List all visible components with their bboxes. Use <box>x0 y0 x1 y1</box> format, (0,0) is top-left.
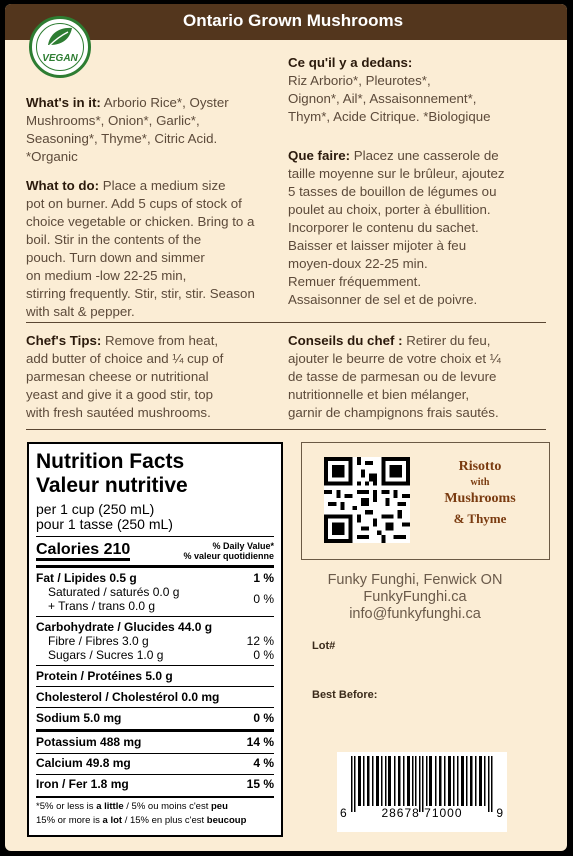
ingredients-en <box>26 94 276 166</box>
nutrient-dv: 0 % <box>253 648 274 662</box>
directions-en-line: boil. Stir in the contents of the <box>26 232 202 247</box>
chef-tips-en-line: parmesan cheese or nutritional <box>26 369 209 384</box>
nutrient-label: Iron / Fer 1.8 mg <box>36 777 129 791</box>
footnote-emphasis: beucoup <box>206 815 247 826</box>
directions-fr-line: Baisser et laisser mijoter à feu <box>288 238 467 253</box>
leaf-icon <box>46 25 74 49</box>
footnote-emphasis: peu <box>211 801 228 812</box>
vegan-badge <box>29 16 91 78</box>
directions-fr-line: 5 tasses de bouillon de légumes ou <box>288 184 497 199</box>
nutrient-label: + Trans / trans 0.0 g <box>48 599 156 613</box>
rule <box>36 536 274 537</box>
daily-value-fr: % valeur quotidienne <box>183 551 274 561</box>
footnote-low <box>36 801 274 813</box>
directions-en-line: pouch. Turn down and simmer <box>26 250 205 265</box>
ingredients-fr-line: Oignon*, Ail*, Assaisonnement*, <box>288 91 477 106</box>
chef-tips-fr <box>288 332 558 422</box>
nutrient-label: Sugars / Sucres 1.0 g <box>48 648 164 662</box>
ingredients-en-line: Mushrooms*, Onion*, Garlic*, <box>26 113 200 128</box>
directions-fr-line: Placez une casserole de <box>350 148 499 163</box>
directions-fr-line: Remuer fréquemment. <box>288 274 422 289</box>
directions-en-line: choice vegetable or chicken. Bring to a <box>26 214 255 229</box>
rule-thick <box>36 729 274 732</box>
directions-en-label: What to do: <box>26 178 100 193</box>
label-panel <box>5 4 567 851</box>
calories-label: Calories 210 <box>36 541 130 561</box>
best-before-label: Best Before: <box>312 689 378 701</box>
nutrition-facts-table <box>27 442 283 837</box>
nutrient-fibre <box>36 634 274 648</box>
ingredients-fr-line: Thym*, Acide Citrique. *Biologique <box>288 109 491 124</box>
nutrient-dv: 0 % <box>253 711 274 725</box>
barcode <box>337 752 507 832</box>
footnote-high <box>36 815 274 827</box>
company-name: Funky Funghi, Fenwick ON <box>327 572 503 588</box>
email-link[interactable]: info@funkyfunghi.ca <box>349 606 481 622</box>
chef-tips-fr-line: garnir de champignons frais sautés. <box>288 405 499 420</box>
barcode-digit-left: 6 <box>340 806 347 820</box>
nutrient-dv: 1 % <box>253 571 274 585</box>
ingredients-fr-label: Ce qu'il y a dedans: <box>288 55 413 70</box>
serving-size-fr: pour 1 tasse (250 mL) <box>36 516 173 532</box>
directions-en-line: stirring frequently. Stir, stir, stir. Season <box>26 286 255 301</box>
directions-fr-label: Que faire: <box>288 148 351 163</box>
nutrient-iron <box>36 777 274 791</box>
qr-code-icon <box>324 457 410 543</box>
directions-en-line: on medium -low 22-25 min, <box>26 268 187 283</box>
vegan-badge-text: VEGAN <box>42 53 78 64</box>
directions-en-line: with salt & pepper. <box>26 304 135 319</box>
directions-fr-line: Incorporer le contenu du sachet. <box>288 220 479 235</box>
ingredients-en-label: What's in it: <box>26 95 101 110</box>
rule <box>36 686 274 687</box>
nutrient-potassium <box>36 735 274 749</box>
ingredients-en-line: *Organic <box>26 149 78 164</box>
nutrient-label: Fat / Lipides 0.5 g <box>36 571 137 585</box>
header-bar <box>5 4 567 40</box>
ingredients-en-line: Seasoning*, Thyme*, Citric Acid. <box>26 131 218 146</box>
directions-fr-line: Assaisonner de sel et de poivre. <box>288 292 478 307</box>
product-name-line: Risotto <box>458 459 502 474</box>
footnote-text: / 15% en plus c'est <box>122 815 207 826</box>
serving-size-en: per 1 cup (250 mL) <box>36 501 155 517</box>
nutrient-label: Potassium 488 mg <box>36 735 142 749</box>
nutrient-cholesterol: Cholesterol / Cholestérol 0.0 mg <box>36 690 220 704</box>
footnote-emphasis: a lot <box>102 815 123 826</box>
nutrient-protein: Protein / Protéines 5.0 g <box>36 669 173 683</box>
rule <box>36 707 274 708</box>
ingredients-en-line: Arborio Rice*, Oyster <box>100 95 229 110</box>
nutrient-label: Fibre / Fibres 3.0 g <box>48 634 149 648</box>
chef-tips-en-line: Remove from heat, <box>101 333 219 348</box>
chef-tips-en <box>26 332 286 422</box>
directions-fr-line: taille moyenne sur le brûleur, ajoutez <box>288 166 505 181</box>
daily-value-en: % Daily Value* <box>212 541 274 551</box>
product-name-line: with <box>470 477 490 488</box>
nutrient-calcium <box>36 756 274 770</box>
rule-thick <box>36 796 274 798</box>
rule-thick <box>36 565 274 568</box>
daily-value-heading <box>183 541 274 561</box>
chef-tips-fr-line: de tasse de parmesan ou de levure <box>288 369 497 384</box>
directions-en-line: pot on burner. Add 5 cups of stock of <box>26 196 242 211</box>
footnote-text: / 5% ou moins c'est <box>123 801 211 812</box>
nutrient-sugars <box>36 648 274 662</box>
rule <box>36 665 274 666</box>
chef-tips-en-line: yeast and give it a good stir, top <box>26 387 214 402</box>
ingredients-fr <box>288 54 558 126</box>
footnote-emphasis: a little <box>96 801 124 812</box>
nutrient-label: Sodium 5.0 mg <box>36 711 122 725</box>
nutrient-dv: 14 % <box>246 735 274 749</box>
nutrient-dv: 0 % <box>253 592 274 606</box>
barcode-digits: 28678 71000 <box>381 806 463 820</box>
page-title: Ontario Grown Mushrooms <box>182 11 404 30</box>
nutrient-dv: 12 % <box>246 634 274 648</box>
nutrient-carbohydrate: Carbohydrate / Glucides 44.0 g <box>36 620 213 634</box>
chef-tips-en-line: add butter of choice and ¼ cup of <box>26 351 224 366</box>
nutrient-label: Calcium 49.8 mg <box>36 756 131 770</box>
barcode-digit-right: 9 <box>496 806 503 820</box>
directions-en <box>26 177 286 321</box>
rule <box>36 616 274 617</box>
section-divider <box>26 322 546 323</box>
directions-en-line: Place a medium size <box>99 178 226 193</box>
ingredients-fr-line: Riz Arborio*, Pleurotes*, <box>288 73 431 88</box>
website-link[interactable]: FunkyFunghi.ca <box>363 589 467 605</box>
directions-fr-line: moyen-doux 22-25 min. <box>288 256 428 271</box>
nutrient-dv: 15 % <box>246 777 274 791</box>
directions-fr <box>288 147 558 309</box>
nutrition-title-fr: Valeur nutritive <box>36 474 188 497</box>
nutrient-dv: 4 % <box>253 756 274 770</box>
footnote-text: 15% or more is <box>36 815 103 826</box>
section-divider <box>26 429 546 430</box>
chef-tips-en-label: Chef's Tips: <box>26 333 102 348</box>
barcode-icon <box>351 756 493 812</box>
nutrient-sodium <box>36 711 274 725</box>
nutrition-title-en: Nutrition Facts <box>36 450 185 473</box>
footnote-text: *5% or less is <box>36 801 97 812</box>
product-name-line: & Thyme <box>453 511 507 526</box>
nutrient-fat <box>36 571 274 585</box>
nutrient-saturated: Saturated / saturés 0.0 g <box>48 585 180 599</box>
rule <box>36 753 274 754</box>
product-name <box>425 458 535 530</box>
chef-tips-fr-line: ajouter le beurre de votre choix et ¼ <box>288 351 501 366</box>
rule <box>36 774 274 775</box>
lot-label: Lot# <box>312 640 336 652</box>
chef-tips-fr-label: Conseils du chef : <box>288 333 403 348</box>
nutrient-trans <box>36 599 274 613</box>
chef-tips-fr-line: nutritionnelle et bien mélanger, <box>288 387 470 402</box>
chef-tips-en-line: with fresh sautéed mushrooms. <box>26 405 211 420</box>
product-name-line: Mushrooms <box>444 491 516 506</box>
directions-fr-line: poulet au choix, porter à ébullition. <box>288 202 491 217</box>
chef-tips-fr-line: Retirer du feu, <box>402 333 491 348</box>
